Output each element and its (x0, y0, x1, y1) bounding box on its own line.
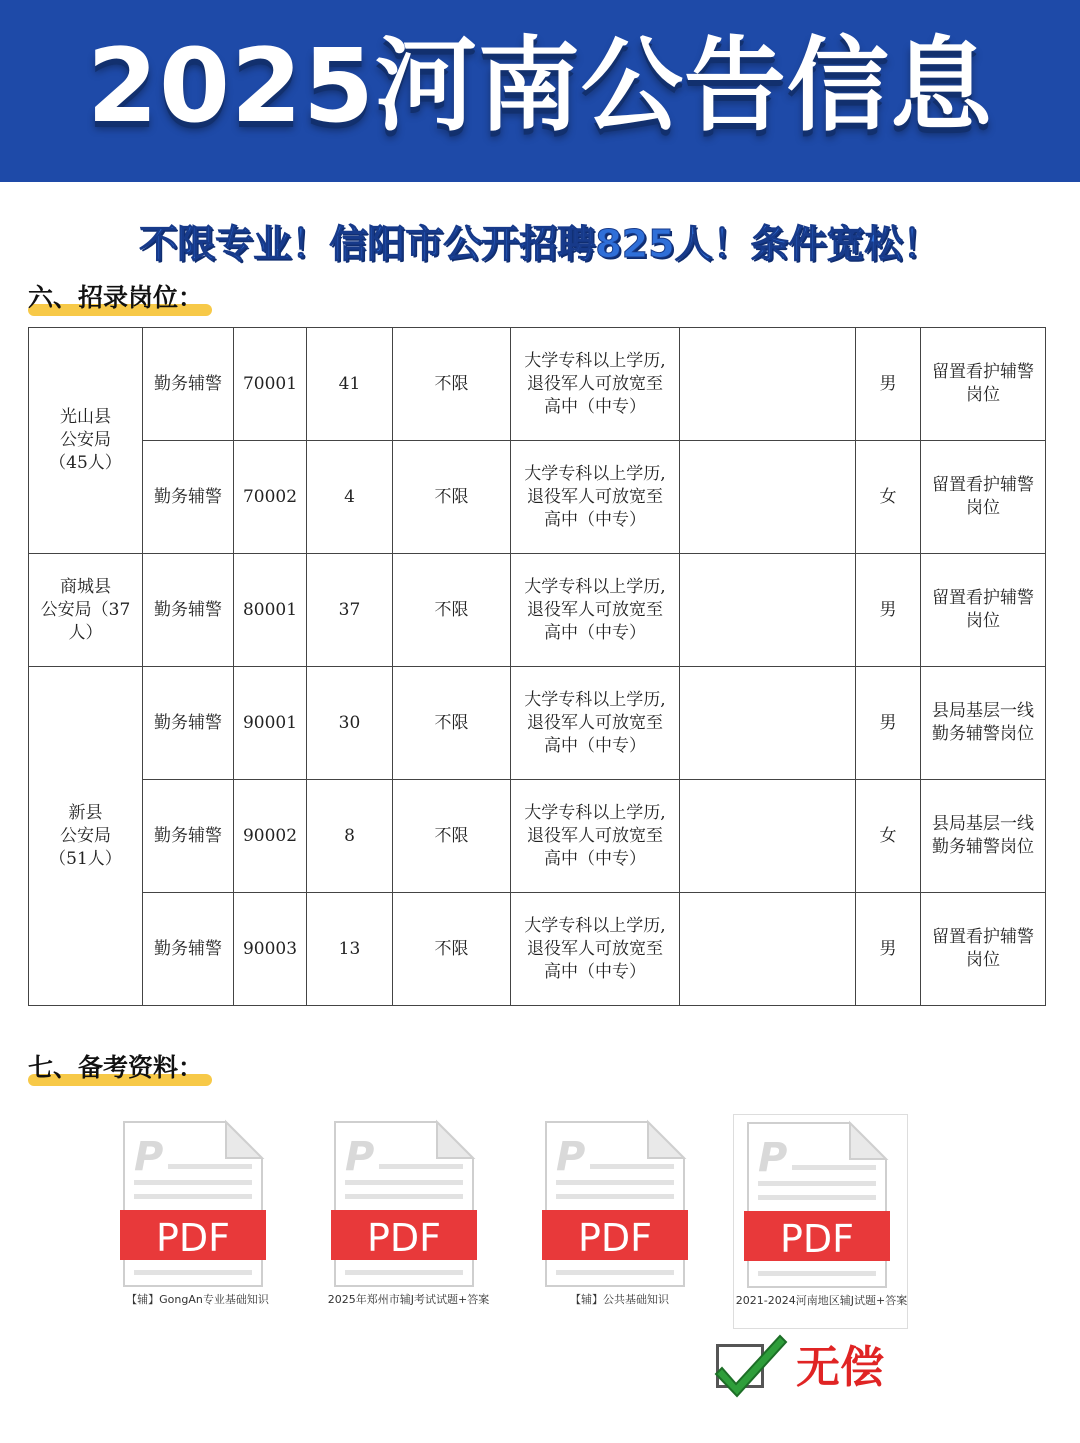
gender-cell: 男 (856, 667, 921, 780)
pdf-file-icon (542, 1118, 688, 1290)
note-cell: 县局基层一线 勤务辅警岗位 (921, 780, 1046, 893)
table-row (29, 328, 1046, 441)
svg-text:P: P (556, 1134, 586, 1180)
section-heading-positions (28, 278, 203, 318)
post-cell: 勤务辅警 (143, 667, 234, 780)
svg-text:P: P (134, 1134, 164, 1180)
post-cell: 勤务辅警 (143, 441, 234, 554)
section-heading-materials (28, 1048, 203, 1088)
education-cell: 大学专科以上学历, 退役军人可放宽至 高中（中专） (511, 441, 680, 554)
major-cell: 不限 (393, 328, 511, 441)
pdf-file-icon (744, 1119, 890, 1291)
post-cell: 勤务辅警 (143, 893, 234, 1006)
other-cell (680, 667, 856, 780)
gender-cell: 男 (856, 328, 921, 441)
document-item[interactable] (110, 1114, 285, 1329)
document-caption: 【辅】公共基础知识 (570, 1293, 669, 1306)
svg-text:PDF: PDF (577, 1216, 653, 1260)
note-cell: 留置看护辅警 岗位 (921, 328, 1046, 441)
gender-cell: 女 (856, 780, 921, 893)
major-cell: 不限 (393, 780, 511, 893)
gender-cell: 男 (856, 893, 921, 1006)
gender-cell: 女 (856, 441, 921, 554)
svg-text:P: P (758, 1135, 788, 1181)
note-cell: 县局基层一线 勤务辅警岗位 (921, 667, 1046, 780)
major-cell: 不限 (393, 554, 511, 667)
table-row (29, 554, 1046, 667)
note-cell: 留置看护辅警 岗位 (921, 441, 1046, 554)
code-cell: 70001 (234, 328, 307, 441)
document-item[interactable] (321, 1114, 496, 1329)
table-row (29, 441, 1046, 554)
code-cell: 90002 (234, 780, 307, 893)
major-cell: 不限 (393, 441, 511, 554)
free-label: 无偿 (796, 1342, 884, 1393)
count-cell: 30 (307, 667, 393, 780)
document-caption: 2025年郑州市辅J考试试题+答案 (327, 1293, 490, 1306)
education-cell: 大学专科以上学历, 退役军人可放宽至 高中（中专） (511, 328, 680, 441)
count-cell: 4 (307, 441, 393, 554)
svg-text:P: P (345, 1134, 375, 1180)
major-cell: 不限 (393, 893, 511, 1006)
count-cell: 13 (307, 893, 393, 1006)
study-materials (110, 1114, 920, 1329)
code-cell: 80001 (234, 554, 307, 667)
other-cell (680, 893, 856, 1006)
header-banner (0, 0, 1080, 182)
section-title: 七、备考资料： (28, 1053, 204, 1082)
table-row (29, 780, 1046, 893)
headline-subtitle: 不限专业！信阳市公开招聘825人！条件宽松！ (139, 222, 941, 266)
pdf-file-icon (331, 1118, 477, 1290)
post-cell: 勤务辅警 (143, 554, 234, 667)
education-cell: 大学专科以上学历, 退役军人可放宽至 高中（中专） (511, 667, 680, 780)
education-cell: 大学专科以上学历, 退役军人可放宽至 高中（中专） (511, 554, 680, 667)
department-cell: 光山县 公安局 （45人） (29, 328, 143, 554)
other-cell (680, 780, 856, 893)
post-cell: 勤务辅警 (143, 328, 234, 441)
svg-text:PDF: PDF (366, 1216, 442, 1260)
education-cell: 大学专科以上学历, 退役军人可放宽至 高中（中专） (511, 893, 680, 1006)
table-row (29, 667, 1046, 780)
other-cell (680, 554, 856, 667)
count-cell: 41 (307, 328, 393, 441)
education-cell: 大学专科以上学历, 退役军人可放宽至 高中（中专） (511, 780, 680, 893)
document-item[interactable] (532, 1114, 707, 1329)
post-cell: 勤务辅警 (143, 780, 234, 893)
document-item[interactable] (733, 1114, 908, 1329)
major-cell: 不限 (393, 667, 511, 780)
svg-text:PDF: PDF (155, 1216, 231, 1260)
section-title: 六、招录岗位： (28, 283, 204, 312)
department-cell: 商城县 公安局（37 人） (29, 554, 143, 667)
svg-text:PDF: PDF (779, 1217, 855, 1261)
positions-table (28, 327, 1046, 1006)
count-cell: 8 (307, 780, 393, 893)
free-stamp (712, 1330, 912, 1400)
banner-title: 2025河南公告信息 (87, 27, 993, 146)
code-cell: 70002 (234, 441, 307, 554)
other-cell (680, 441, 856, 554)
note-cell: 留置看护辅警 岗位 (921, 554, 1046, 667)
document-caption: 【辅】GongAn专业基础知识 (126, 1293, 269, 1306)
gender-cell: 男 (856, 554, 921, 667)
code-cell: 90001 (234, 667, 307, 780)
count-cell: 37 (307, 554, 393, 667)
department-cell: 新县 公安局 （51人） (29, 667, 143, 1006)
note-cell: 留置看护辅警 岗位 (921, 893, 1046, 1006)
check-icon (712, 1330, 792, 1400)
pdf-file-icon (120, 1118, 266, 1290)
other-cell (680, 328, 856, 441)
document-caption: 2021-2024河南地区辅J试题+答案 (735, 1294, 908, 1307)
code-cell: 90003 (234, 893, 307, 1006)
table-row (29, 893, 1046, 1006)
